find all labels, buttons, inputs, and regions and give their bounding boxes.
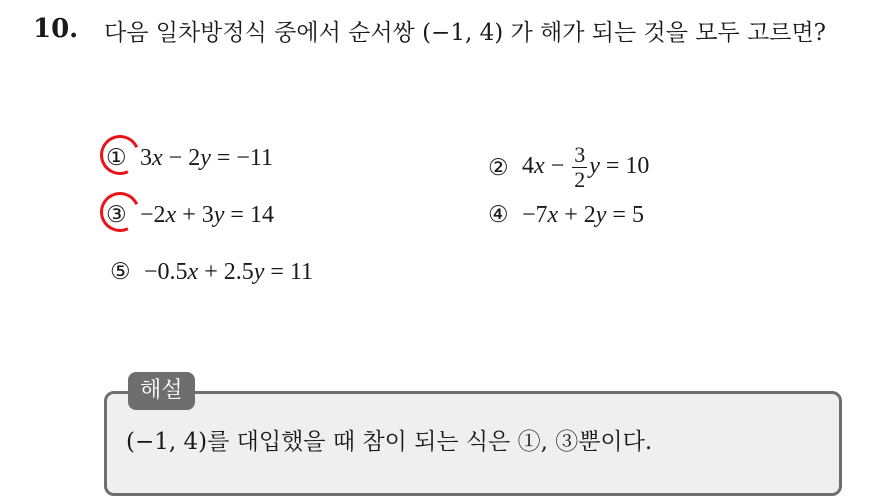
option-5-equation: −0.5x + 2.5y = 11 (144, 259, 314, 285)
solution-label: 해설 (128, 372, 195, 410)
option-4[interactable] (488, 200, 644, 230)
red-circle-mark (94, 186, 145, 237)
option-3-equation: −2x + 3y = 14 (140, 202, 274, 228)
option-3[interactable] (106, 200, 274, 230)
option-3-mark: ③ (106, 200, 140, 230)
question-number: 10. (33, 14, 79, 44)
option-4-equation: −7x + 2y = 5 (522, 202, 644, 228)
option-4-mark: ④ (488, 202, 509, 228)
option-2-mark: ② (488, 154, 509, 181)
option-1-mark: ① (106, 143, 140, 173)
option-2-equation: 4x − $\frac{3}{2}$ y = 10 (522, 142, 650, 192)
option-1-equation: 3x − 2y = −11 (140, 145, 274, 171)
option-1[interactable] (106, 143, 273, 173)
red-circle-mark (94, 129, 145, 180)
option-2[interactable] (488, 143, 649, 192)
fraction-3-over-2: $\frac{3}{2}$ (574, 142, 586, 192)
solution-text: (−1, 4)를 대입했을 때 참이 되는 식은 ①, ③뿐이다. (126, 429, 653, 455)
option-5-mark: ⑤ (110, 259, 131, 285)
option-5[interactable] (110, 257, 313, 287)
question-text: 다음 일차방정식 중에서 순서쌍 (−1, 4) 가 해가 되는 것을 모두 고르면? (104, 20, 826, 46)
